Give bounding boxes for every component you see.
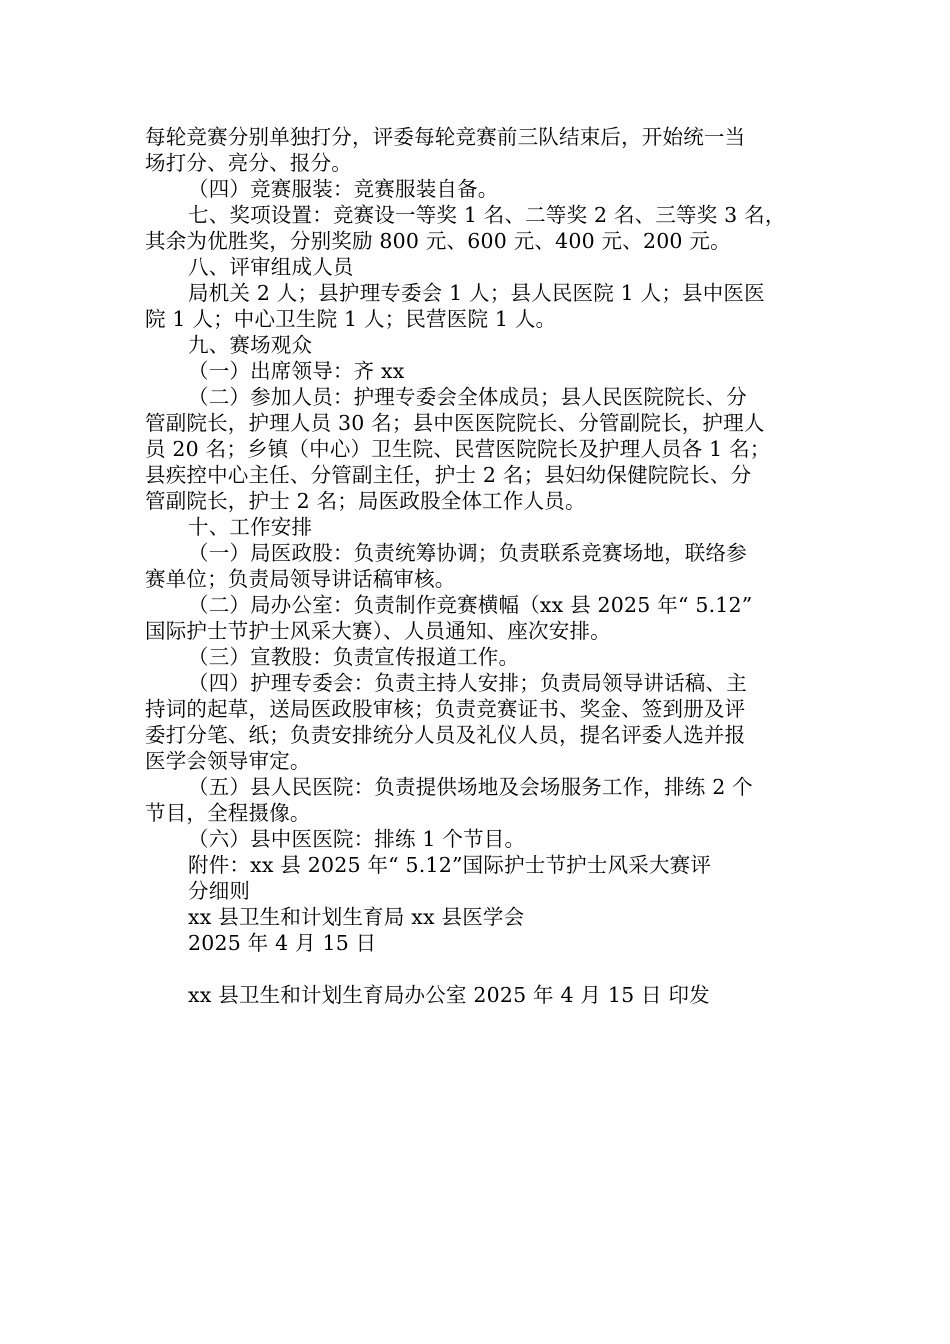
section-item-line: （三）宣教股：负责宣传报道工作。 (188, 645, 520, 669)
body-text-line: 赛单位；负责局领导讲话稿审核。 (145, 567, 456, 591)
body-text-line: 局机关 2 人；县护理专委会 1 人；县人民医院 1 人；县中医医 (188, 281, 765, 305)
body-text-line: 县疾控中心主任、分管副主任，护士 2 名；县妇幼保健院院长、分 (145, 463, 752, 487)
body-text-line: 管副院长，护理人员 30 名；县中医医院院长、分管副院长，护理人 (145, 411, 765, 435)
section-item-line: （二）局办公室：负责制作竞赛横幅（xx 县 2025 年“ 5.12” (188, 593, 753, 617)
section-heading-line: 九、赛场观众 (188, 333, 313, 357)
section-item-line: （五）县人民医院：负责提供场地及会场服务工作，排练 2 个 (188, 775, 753, 799)
section-item-line: （四）竞赛服装：竞赛服装自备。 (188, 177, 499, 201)
body-text-line: 场打分、亮分、报分。 (145, 151, 352, 175)
issuer-line: xx 县卫生和计划生育局 xx 县医学会 (188, 905, 525, 929)
body-text-line: 国际护士节护士风采大赛）、人员通知、座次安排。 (145, 619, 611, 643)
section-item-line: （四）护理专委会：负责主持人安排；负责局领导讲话稿、主 (188, 671, 747, 695)
section-heading-line: 八、评审组成人员 (188, 255, 354, 279)
body-text-line: 每轮竞赛分别单独打分，评委每轮竞赛前三队结束后，开始统一当 (145, 125, 746, 149)
attachment-line: 附件：xx 县 2025 年“ 5.12”国际护士节护士风采大赛评 (188, 853, 712, 877)
section-item-line: （二）参加人员：护理专委会全体成员；县人民医院院长、分 (188, 385, 747, 409)
date-line: 2025 年 4 月 15 日 (188, 931, 377, 955)
body-text-line: 委打分笔、纸；负责安排统分人员及礼仪人员，提名评委人选并报 (145, 723, 746, 747)
body-text-line: 管副院长，护士 2 名；局医政股全体工作人员。 (145, 489, 586, 513)
section-item-line: （六）县中医医院：排练 1 个节目。 (188, 827, 526, 851)
section-heading-line: 七、奖项设置：竞赛设一等奖 1 名、二等奖 2 名、三等奖 3 名， (188, 203, 786, 227)
body-text-line: 医学会领导审定。 (145, 749, 311, 773)
body-text-line: 员 20 名；乡镇（中心）卫生院、民营医院院长及护理人员各 1 名； (145, 437, 771, 461)
attachment-line: 分细则 (188, 879, 251, 903)
footer-issued-line: xx 县卫生和计划生育局办公室 2025 年 4 月 15 日 印发 (188, 983, 710, 1007)
body-text-line: 其余为优胜奖，分别奖励 800 元、600 元、400 元、200 元。 (145, 229, 731, 253)
body-text-line: 持词的起草，送局医政股审核；负责竞赛证书、奖金、签到册及评 (145, 697, 746, 721)
section-heading-line: 十、工作安排 (188, 515, 313, 539)
section-item-line: （一）局医政股：负责统筹协调；负责联系竞赛场地，联络参 (188, 541, 747, 565)
body-text-line: 节目，全程摄像。 (145, 801, 311, 825)
section-item-line: （一）出席领导：齐 xx (188, 359, 405, 383)
body-text-line: 院 1 人；中心卫生院 1 人；民营医院 1 人。 (145, 307, 557, 331)
